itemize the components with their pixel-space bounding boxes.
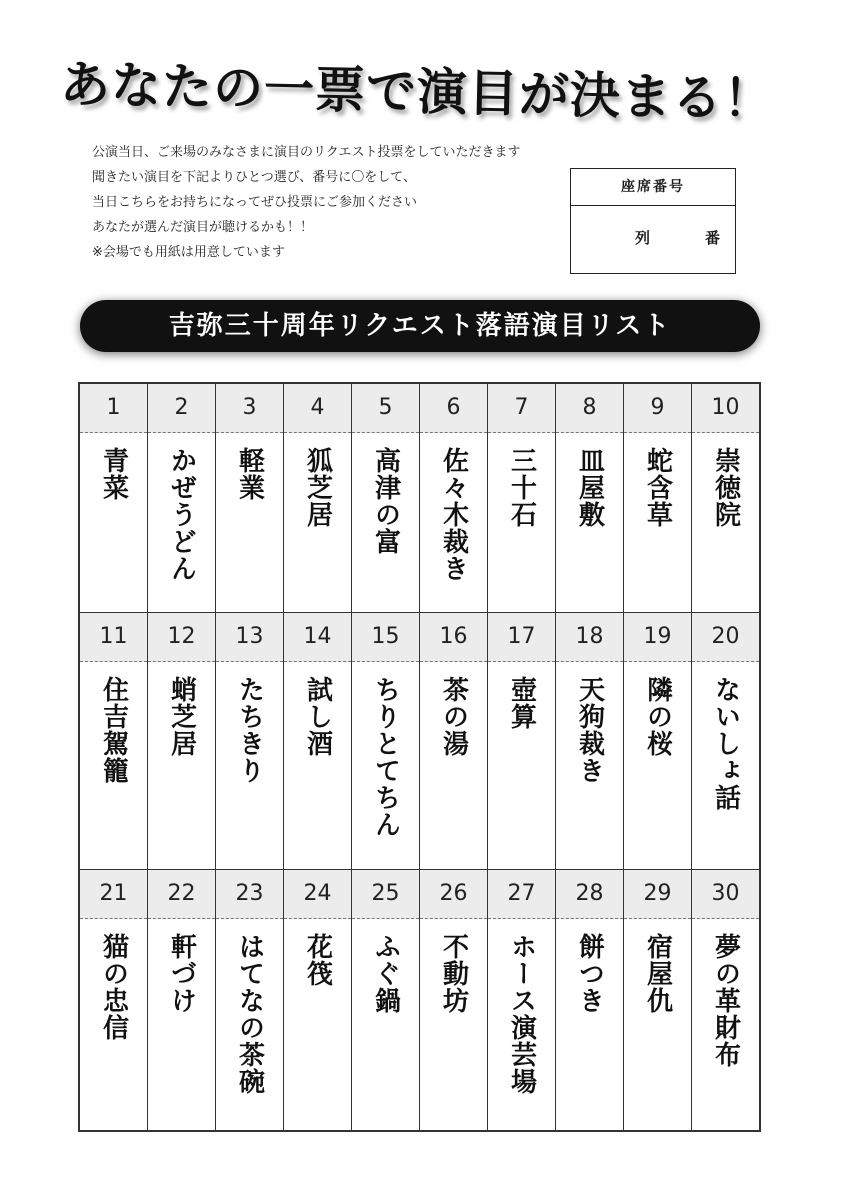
program-cell[interactable] — [148, 613, 216, 869]
program-title: 青菜 — [98, 447, 129, 501]
program-title: 崇徳院 — [710, 447, 741, 528]
program-cell[interactable] — [556, 613, 624, 869]
program-title: 蛇含草 — [642, 447, 673, 528]
program-number[interactable]: 29 — [624, 870, 691, 919]
program-title: ふぐ鍋 — [370, 933, 401, 1014]
program-title: 住吉駕籠 — [98, 676, 129, 784]
program-title: 壺算 — [506, 676, 537, 730]
program-cell[interactable] — [80, 870, 148, 1130]
intro-line: 聞きたい演目を下記よりひとつ選び、番号に〇をして、 — [92, 170, 416, 185]
program-cell[interactable] — [420, 870, 488, 1130]
program-number[interactable]: 30 — [692, 870, 759, 919]
intro-text — [92, 140, 612, 265]
program-cell[interactable] — [556, 384, 624, 612]
program-cell[interactable] — [488, 870, 556, 1130]
program-title: 皿屋敷 — [574, 447, 605, 528]
program-cell[interactable] — [488, 384, 556, 612]
program-title: 夢の革財布 — [710, 933, 741, 1068]
program-cell[interactable] — [216, 384, 284, 612]
program-title: 軽業 — [234, 447, 265, 501]
program-cell[interactable] — [284, 613, 352, 869]
program-number[interactable]: 24 — [284, 870, 351, 919]
program-title: 軒づけ — [166, 933, 197, 1014]
program-number[interactable]: 5 — [352, 384, 419, 433]
program-number[interactable]: 22 — [148, 870, 215, 919]
list-banner: 吉弥三十周年リクエスト落語演目リスト — [80, 300, 760, 352]
program-number[interactable]: 14 — [284, 613, 351, 662]
intro-line: ※会場でも用紙は用意しています — [92, 245, 285, 260]
program-number[interactable]: 17 — [488, 613, 555, 662]
program-number[interactable]: 12 — [148, 613, 215, 662]
grid-row — [80, 613, 759, 869]
program-cell[interactable] — [148, 870, 216, 1130]
program-title: 蛸芝居 — [166, 676, 197, 757]
program-title: たちきり — [234, 676, 265, 784]
program-cell[interactable] — [420, 384, 488, 612]
intro-line: あなたが選んだ演目が聴けるかも！！ — [92, 220, 314, 235]
program-cell[interactable] — [148, 384, 216, 612]
program-number[interactable]: 13 — [216, 613, 283, 662]
program-number[interactable]: 8 — [556, 384, 623, 433]
program-cell[interactable] — [488, 613, 556, 869]
program-cell[interactable] — [284, 870, 352, 1130]
program-title: 花筏 — [302, 933, 333, 987]
program-number[interactable]: 6 — [420, 384, 487, 433]
program-cell[interactable] — [624, 384, 692, 612]
program-cell[interactable] — [80, 613, 148, 869]
program-title: 狐芝居 — [302, 447, 333, 528]
program-cell[interactable] — [624, 613, 692, 869]
program-number[interactable]: 1 — [80, 384, 147, 433]
program-title: 高津の富 — [370, 447, 401, 555]
program-title: 不動坊 — [438, 933, 469, 1014]
program-number[interactable]: 11 — [80, 613, 147, 662]
program-number[interactable]: 3 — [216, 384, 283, 433]
program-number[interactable]: 23 — [216, 870, 283, 919]
program-number[interactable]: 10 — [692, 384, 759, 433]
program-title: 三十石 — [506, 447, 537, 528]
program-title: 試し酒 — [302, 676, 333, 757]
program-number[interactable]: 4 — [284, 384, 351, 433]
program-title: 佐々木裁き — [438, 447, 469, 582]
program-cell[interactable] — [556, 870, 624, 1130]
program-title: 宿屋仇 — [642, 933, 673, 1014]
program-title: ないしょ話 — [710, 676, 741, 811]
program-cell[interactable] — [216, 870, 284, 1130]
program-number[interactable]: 26 — [420, 870, 487, 919]
program-number[interactable]: 15 — [352, 613, 419, 662]
program-cell[interactable] — [352, 384, 420, 612]
seat-number-label: 番 — [705, 229, 721, 247]
program-number[interactable]: 9 — [624, 384, 691, 433]
program-number[interactable]: 25 — [352, 870, 419, 919]
program-cell[interactable] — [692, 870, 759, 1130]
program-cell[interactable] — [80, 384, 148, 612]
program-title: 隣の桜 — [642, 676, 673, 757]
program-title: 猫の忠信 — [98, 933, 129, 1041]
grid-row — [80, 870, 759, 1130]
program-title: ちりとてちん — [370, 676, 401, 838]
program-number[interactable]: 19 — [624, 613, 691, 662]
page-title: あなたの一票で演目が決まる！ — [59, 54, 775, 129]
seat-row-label: 列 — [635, 229, 651, 247]
program-cell[interactable] — [352, 613, 420, 869]
program-title: 茶の湯 — [438, 676, 469, 757]
intro-line: 公演当日、ご来場のみなさまに演目のリクエスト投票をしていただきます — [92, 145, 521, 160]
program-title: ホース演芸場 — [506, 933, 537, 1095]
program-number[interactable]: 2 — [148, 384, 215, 433]
seat-number-box[interactable] — [570, 168, 736, 274]
grid-row — [80, 384, 759, 612]
intro-line: 当日こちらをお持ちになってぜひ投票にご参加ください — [92, 195, 418, 210]
program-number[interactable]: 7 — [488, 384, 555, 433]
program-cell[interactable] — [216, 613, 284, 869]
program-cell[interactable] — [692, 613, 759, 869]
program-title: かぜうどん — [166, 447, 197, 582]
program-cell[interactable] — [352, 870, 420, 1130]
program-title: はてなの茶碗 — [234, 933, 265, 1095]
program-title: 天狗裁き — [574, 676, 605, 784]
seat-number-title: 座席番号 — [571, 169, 735, 206]
program-number[interactable]: 16 — [420, 613, 487, 662]
program-cell[interactable] — [692, 384, 759, 612]
program-cell[interactable] — [284, 384, 352, 612]
program-number[interactable]: 21 — [80, 870, 147, 919]
program-number[interactable]: 27 — [488, 870, 555, 919]
program-cell[interactable] — [420, 613, 488, 869]
program-cell[interactable] — [624, 870, 692, 1130]
program-grid — [78, 382, 761, 1132]
program-number[interactable]: 28 — [556, 870, 623, 919]
program-title: 餅つき — [574, 933, 605, 1014]
program-number[interactable]: 18 — [556, 613, 623, 662]
program-number[interactable]: 20 — [692, 613, 759, 662]
